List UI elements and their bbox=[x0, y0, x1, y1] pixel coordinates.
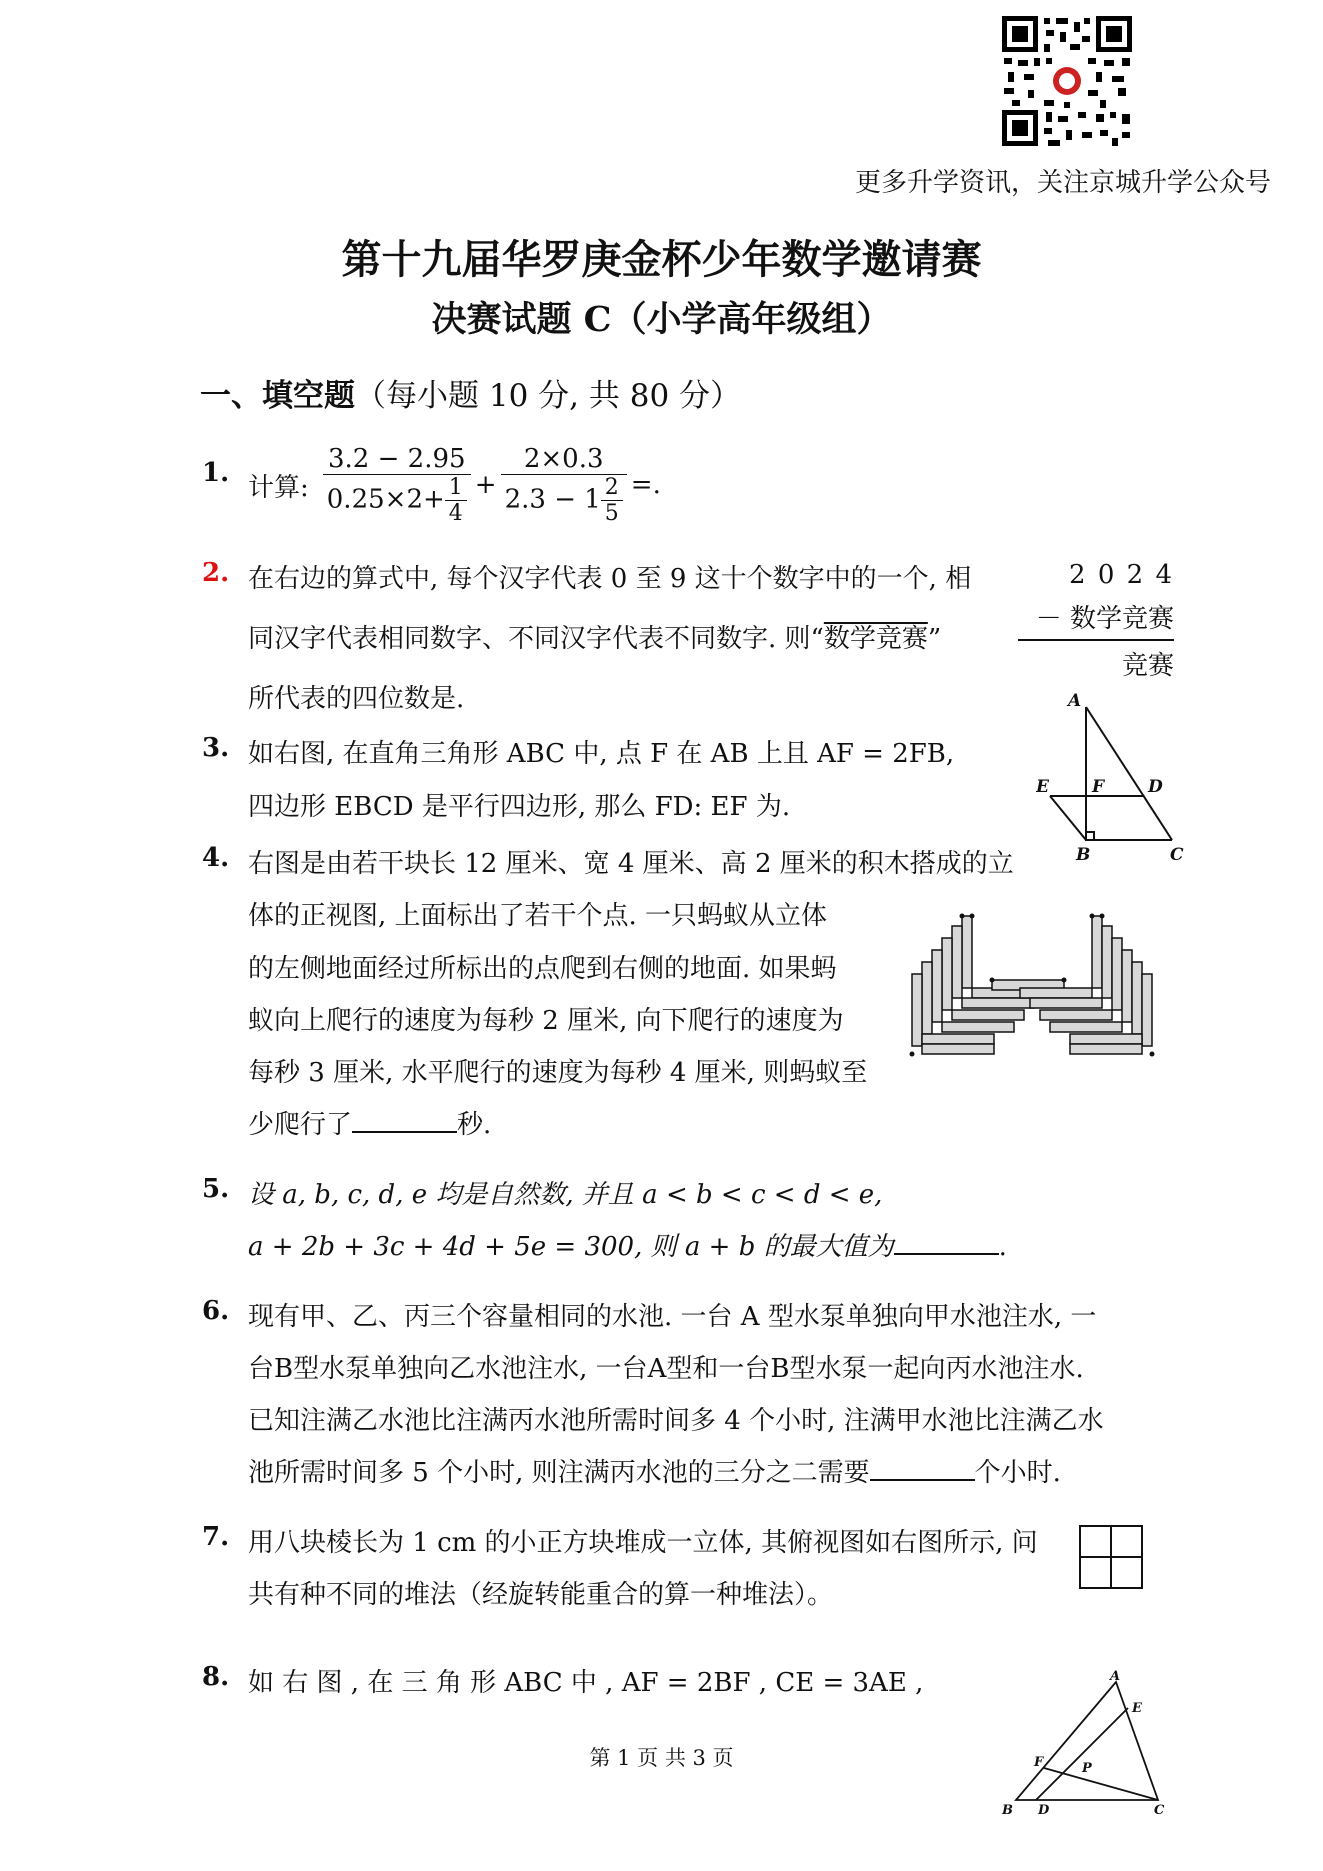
q4-line-2: 体的正视图, 上面标出了若干个点. 一只蚂蚁从立体 bbox=[248, 901, 828, 931]
q8-line-1: 如 右 图 , 在 三 角 形 ABC 中 , AF = 2BF , CE = 3AE , bbox=[248, 1668, 924, 1698]
q1-f1-den-frac-den: 4 bbox=[448, 501, 463, 526]
q6-line-1: 现有甲、乙、丙三个容量相同的水池. 一台 A 型水泵单独向甲水池注水, 一 bbox=[248, 1302, 1097, 1332]
q1-f1-den-frac-num: 1 bbox=[445, 475, 467, 501]
label-B: B bbox=[1076, 845, 1091, 862]
q1-f1-den-frac bbox=[445, 475, 467, 526]
q2-line-3: 所代表的四位数是. bbox=[248, 684, 465, 714]
q1-f2-den-frac bbox=[601, 475, 623, 526]
q1-fraction-2 bbox=[501, 444, 627, 526]
q6-line-4a: 池所需时间多 5 个小时, 则注满丙水池的三分之二需要 bbox=[248, 1458, 870, 1488]
label-C: C bbox=[1170, 845, 1184, 862]
arith-row-2: － 数学竞赛 bbox=[1018, 598, 1174, 641]
label-B: B bbox=[1002, 1803, 1013, 1818]
q1-f1-num: 3.2 − 2.95 bbox=[323, 444, 471, 475]
question-1-number bbox=[202, 458, 229, 488]
q1-f2-num: 2×0.3 bbox=[501, 444, 627, 475]
q1-f2-den-frac-num: 2 bbox=[601, 475, 623, 501]
q1-f1-den-a: 0.25×2+ bbox=[326, 484, 445, 515]
q1-f1-den bbox=[323, 475, 471, 526]
q4-answer-blank[interactable] bbox=[352, 1107, 457, 1133]
question-8-number: 8. bbox=[202, 1662, 230, 1692]
q3-line-1: 如右图, 在直角三角形 ABC 中, 点 F 在 AB 上且 AF = 2FB, bbox=[248, 739, 955, 769]
section-heading bbox=[200, 370, 741, 415]
page-footer: 第 1 页 共 3 页 bbox=[589, 1746, 734, 1770]
q7-line-1: 用八块棱长为 1 cm 的小正方块堆成一立体, 其俯视图如右图所示, 问 bbox=[248, 1528, 1038, 1558]
arith-row-3: 竞赛 bbox=[1121, 651, 1174, 681]
line-FC bbox=[1044, 1768, 1158, 1800]
label-D: D bbox=[1148, 777, 1163, 797]
q1-f2-den-frac-den: 5 bbox=[604, 501, 619, 526]
section-note: （每小题 10 分, 共 80 分） bbox=[355, 378, 742, 414]
triangle-ABC bbox=[1016, 1682, 1158, 1800]
q1-f2-den-a: 2.3 − 1 bbox=[504, 484, 601, 515]
q1-tail: =. bbox=[630, 470, 661, 500]
line-AC bbox=[1086, 707, 1172, 840]
q1-f2-den bbox=[501, 475, 627, 526]
right-angle-mark bbox=[1086, 832, 1094, 840]
page-subtitle: 决赛试题 C（小学高年级组） bbox=[431, 299, 892, 340]
qr-caption: 更多升学资讯，关注京城升学公众号 bbox=[855, 168, 1272, 198]
q6-answer-blank[interactable] bbox=[870, 1455, 975, 1481]
q4-block-figure bbox=[896, 912, 1164, 1062]
q7-line-2: 共有种不同的堆法（经旋转能重合的算一种堆法）。 bbox=[248, 1580, 834, 1610]
section-title: 一、填空题 bbox=[200, 378, 355, 414]
q1-fraction-1 bbox=[323, 444, 471, 526]
q4-line-1: 右图是由若干块长 12 厘米、宽 4 厘米、高 2 厘米的积木搭成的立 bbox=[248, 849, 1014, 879]
label-E: E bbox=[1036, 777, 1049, 797]
q5-line-1: 设 a, b, c, d, e 均是自然数, 并且 a < b < c < d < e, bbox=[248, 1180, 883, 1210]
qr-code bbox=[1000, 14, 1134, 148]
label-E: E bbox=[1132, 1701, 1142, 1716]
q4-line-6 bbox=[248, 1104, 491, 1141]
q2-line-2 bbox=[248, 618, 941, 655]
q4-line-5: 每秒 3 厘米, 水平爬行的速度为每秒 4 厘米, 则蚂蚁至 bbox=[248, 1058, 868, 1088]
label-C: C bbox=[1154, 1803, 1165, 1818]
q4-line-6a: 少爬行了 bbox=[248, 1110, 353, 1140]
q5-line-2a: a + 2b + 3c + 4d + 5e = 300, 则 a + b 的最大值为 bbox=[248, 1232, 894, 1262]
label-A: A bbox=[1068, 692, 1082, 711]
question-2-number: 2. bbox=[202, 558, 230, 588]
question-1 bbox=[248, 444, 661, 526]
question-7-number: 7. bbox=[202, 1522, 230, 1552]
q2-overlined-word: 数学竞赛 bbox=[823, 624, 928, 654]
q4-line-6b: 秒. bbox=[457, 1110, 492, 1140]
arith-row-1: 2 0 2 4 bbox=[1069, 560, 1174, 590]
label-F: F bbox=[1092, 777, 1105, 797]
q2-line-1: 在右边的算式中, 每个汉字代表 0 至 9 这十个数字中的一个, 相 bbox=[248, 564, 972, 594]
q4-line-4: 蚁向上爬行的速度为每秒 2 厘米, 向下爬行的速度为 bbox=[248, 1006, 844, 1036]
q2-line-2a: 同汉字代表相同数字、不同汉字代表不同数字. 则“ bbox=[248, 624, 824, 654]
page-title: 第十九届华罗庚金杯少年数学邀请赛 bbox=[341, 236, 982, 283]
q6-line-2: 台B型水泵单独向乙水池注水, 一台A型和一台B型水泵一起向丙水池注水. bbox=[248, 1354, 1084, 1384]
q4-line-3: 的左侧地面经过所标出的点爬到右侧的地面. 如果蚂 bbox=[248, 954, 837, 984]
question-3-number: 3. bbox=[202, 733, 230, 763]
label-P: P bbox=[1082, 1761, 1092, 1776]
q1-label: 计算: bbox=[248, 472, 309, 503]
q6-line-4b: 个小时. bbox=[974, 1458, 1061, 1488]
q2-arithmetic bbox=[1018, 560, 1174, 682]
q7-top-view-figure bbox=[1078, 1524, 1144, 1590]
q6-line-3: 已知注满乙水池比注满丙水池所需时间多 4 个小时, 注满甲水池比注满乙水 bbox=[248, 1406, 1104, 1436]
q6-line-4 bbox=[248, 1452, 1061, 1489]
q2-line-2c: ” bbox=[927, 624, 942, 654]
line-EB bbox=[1050, 796, 1086, 840]
qnum: 1. bbox=[202, 458, 230, 488]
q3-figure bbox=[1036, 692, 1196, 862]
label-D: D bbox=[1038, 1803, 1050, 1818]
label-A: A bbox=[1110, 1669, 1121, 1684]
question-6-number: 6. bbox=[202, 1296, 230, 1326]
label-F: F bbox=[1034, 1755, 1044, 1770]
q5-answer-blank[interactable] bbox=[894, 1229, 999, 1255]
q1-plus: + bbox=[474, 470, 497, 500]
q5-line-2 bbox=[248, 1226, 1007, 1263]
q3-line-2: 四边形 EBCD 是平行四边形, 那么 FD: EF 为. bbox=[248, 792, 791, 822]
question-5-number: 5. bbox=[202, 1174, 230, 1204]
q5-line-2b: . bbox=[998, 1232, 1007, 1262]
question-4-number: 4. bbox=[202, 843, 230, 873]
